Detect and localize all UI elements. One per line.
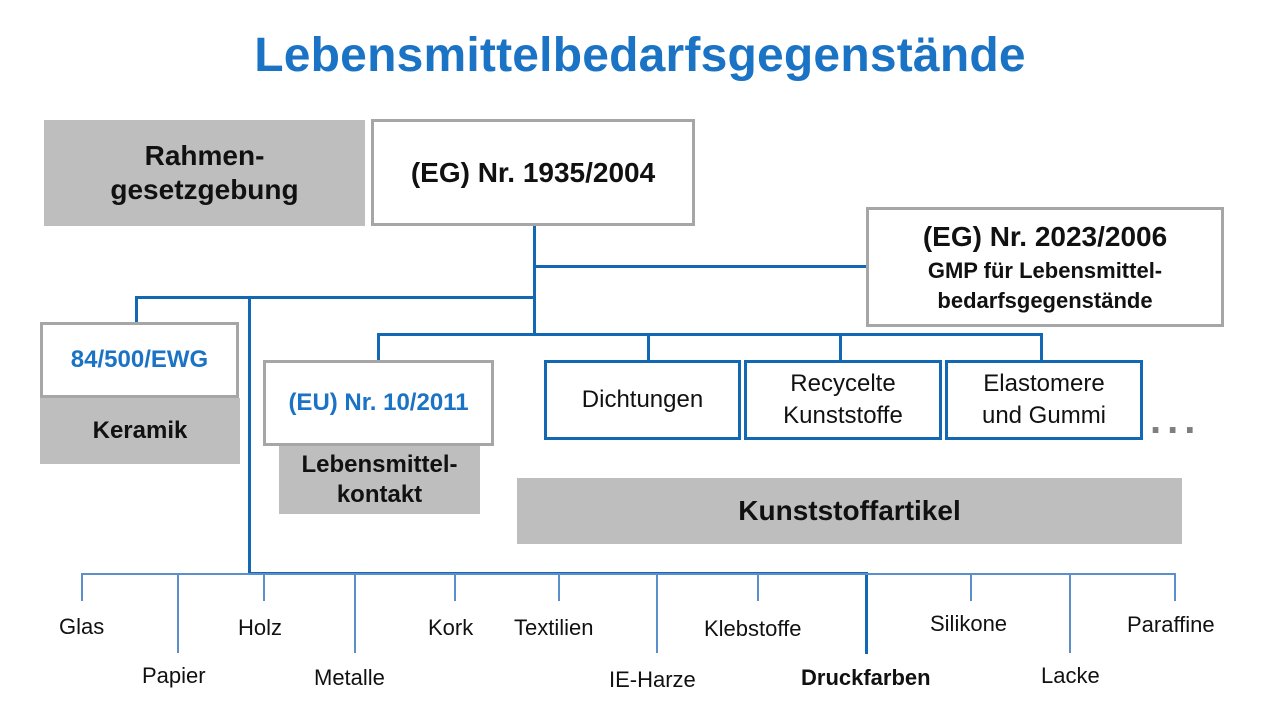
connector-left-branch xyxy=(135,296,536,299)
tick-paraffine xyxy=(1174,573,1176,601)
material-paraffine: Paraffine xyxy=(1127,612,1215,637)
material-metalle: Metalle xyxy=(314,665,385,690)
connector-to-elastomere xyxy=(1040,333,1043,360)
regulation-1935-2004-label: (EG) Nr. 1935/2004 xyxy=(410,156,656,188)
regulation-2023-2006-label: (EG) Nr. 2023/2006 xyxy=(922,221,1168,252)
regulation-2023-2006-box xyxy=(866,207,1224,327)
more-ellipsis: ... xyxy=(1150,398,1202,442)
regulation-2023-2006-subtitle: GMP für Lebensmittel- bedarfsgegenstände xyxy=(927,258,1163,313)
keramik-box xyxy=(40,398,240,464)
connector-to-recycelte xyxy=(839,333,842,360)
tick-ie-harze xyxy=(656,573,658,653)
material-holz: Holz xyxy=(238,615,283,640)
material-silikone: Silikone xyxy=(930,611,1008,636)
connector-trunk-to-materials xyxy=(248,296,251,575)
framework-legislation-box xyxy=(44,120,365,226)
material-klebstoffe: Klebstoffe xyxy=(704,616,802,641)
dichtungen-box xyxy=(544,360,741,440)
connector-main-vertical xyxy=(533,226,536,335)
tick-silikone xyxy=(970,573,972,601)
directive-84-500-label: 84/500/EWG xyxy=(70,346,209,373)
material-druckfarben: Druckfarben xyxy=(801,665,931,690)
material-textilien: Textilien xyxy=(514,615,594,640)
material-papier: Papier xyxy=(142,663,206,688)
keramik-label: Keramik xyxy=(92,417,188,444)
connector-to-84500 xyxy=(135,296,138,323)
tick-textilien xyxy=(558,573,560,601)
material-ie-harze: IE-Harze xyxy=(609,667,696,692)
page-title: Lebensmittelbedarfsgegenstände xyxy=(254,29,1026,82)
connector-to-eu10 xyxy=(377,333,380,360)
recycelte-kunststoffe-box xyxy=(744,360,942,440)
plastics-category-box xyxy=(517,478,1182,544)
tick-glas xyxy=(81,573,83,601)
elastomere-gummi-label: Elastomere und Gummi xyxy=(981,370,1107,429)
connector-to-dichtungen xyxy=(647,333,650,360)
food-contact-box xyxy=(279,446,480,514)
regulation-10-2011-label: (EU) Nr. 10/2011 xyxy=(288,389,469,416)
framework-legislation-label: Rahmen- gesetzgebung xyxy=(110,140,299,205)
tick-metalle xyxy=(354,573,356,653)
dichtungen-label: Dichtungen xyxy=(581,386,704,413)
material-glas: Glas xyxy=(59,614,105,639)
plastics-category-label: Kunststoffartikel xyxy=(738,495,961,526)
connector-to-2023 xyxy=(533,265,868,268)
materials-bar xyxy=(81,573,1176,575)
tick-lacke xyxy=(1069,573,1071,653)
food-contact-label: Lebensmittel- kontakt xyxy=(301,451,458,508)
tick-kork xyxy=(454,573,456,601)
regulation-10-2011-box xyxy=(263,360,494,446)
connector-druckfarben xyxy=(865,572,868,654)
regulation-1935-2004-box xyxy=(371,119,695,226)
recycelte-kunststoffe-label: Recycelte Kunststoffe xyxy=(783,370,903,429)
material-lacke: Lacke xyxy=(1041,663,1100,688)
material-kork: Kork xyxy=(428,615,474,640)
tick-papier xyxy=(177,573,179,653)
tick-holz xyxy=(263,573,265,601)
elastomere-gummi-box xyxy=(945,360,1143,440)
directive-84-500-box xyxy=(40,322,239,398)
tick-klebstoffe xyxy=(757,573,759,601)
connector-plastics-branch xyxy=(377,333,1043,336)
